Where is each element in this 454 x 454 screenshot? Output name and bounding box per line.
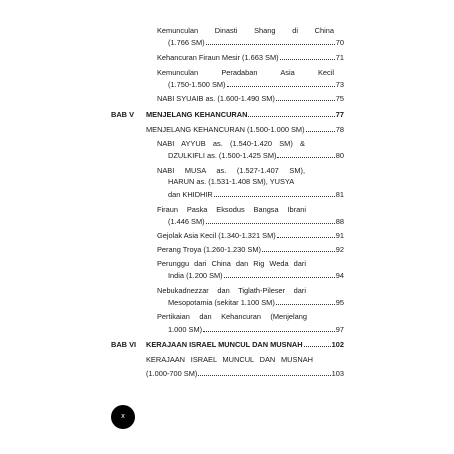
toc-entry-title: MENJELANG KEHANCURAN (1.500-1.000 SM) [146,125,305,134]
toc-page-number: 80 [335,151,344,160]
toc-entry [146,125,344,134]
toc-page-number: 91 [335,231,344,240]
toc-entry-title: Mesopotamia (sekitar 1.100 SM) [168,298,275,307]
toc-page-number: 103 [331,369,344,378]
toc-entry-title: 1.000 SM) [168,325,203,334]
dot-leader [227,80,335,87]
toc-page-number: 97 [335,325,344,334]
toc-page-number: 71 [335,53,344,62]
dot-leader [203,325,335,332]
toc-entry-line: Firaun Paska Eksodus Bangsa Ibrani [157,205,306,214]
toc-entry [168,38,344,47]
chapter-label: BAB V [111,110,134,119]
toc-page-number: 95 [335,298,344,307]
dot-leader [306,125,335,132]
dot-leader [206,38,335,45]
dot-leader [276,94,335,101]
toc-page-number: 78 [335,125,344,134]
toc-entry-title: Perang Troya (1.260-1.230 SM) [157,245,261,254]
toc-entry-line: NABI AYYUB as. (1.540-1.420 SM) & [157,139,305,148]
dot-leader [224,271,335,278]
toc-entry-title: Gejolak Asia Kecil (1.340-1.321 SM) [157,231,276,240]
dot-leader [206,217,335,224]
toc-entry-title: (1.446 SM) [168,217,205,226]
toc-entry-line: KERAJAAN ISRAEL MUNCUL DAN MUSNAH [146,355,313,364]
toc-entry-title: Kehancuran Firaun Mesir (1.663 SM) [157,53,279,62]
toc-page-number: 70 [335,38,344,47]
toc-entry-line: Kemunculan Peradaban Asia Kecil [157,68,334,77]
toc-page-number: 75 [335,94,344,103]
dot-leader [276,298,335,305]
toc-entry-line: Pertikaian dan Kehancuran (Menjelang [157,312,307,321]
toc-entry [146,369,344,378]
toc-entry [157,231,344,240]
toc-entry-line: Perunggu dari China dan Rig Weda dari [157,259,306,268]
toc-page-number: 92 [335,245,344,254]
dot-leader [277,231,335,238]
chapter-entry [146,340,344,349]
dot-leader [280,53,335,60]
dot-leader [277,151,334,158]
toc-entry [157,94,344,103]
page-number-badge: x [111,405,135,429]
chapter-entry [146,110,344,119]
chapter-title: KERAJAAN ISRAEL MUNCUL DAN MUSNAH [146,340,303,349]
toc-entry-line: Kemunculan Dinasti Shang di China [157,26,334,35]
toc-page-number: 94 [335,271,344,280]
toc-entry-line: HARUN as. (1.531-1.408 SM), YUSYA [168,177,295,186]
toc-page-number: 81 [335,190,344,199]
toc-entry-title: (1.766 SM) [168,38,205,47]
toc-entry [168,298,344,307]
toc-entry [168,190,344,199]
toc-entry [168,217,344,226]
toc-entry-title: DZULKIFLI as. (1.500-1.425 SM) [168,151,277,160]
dot-leader [214,190,335,197]
dot-leader [248,110,334,117]
chapter-title: MENJELANG KEHANCURAN [146,110,248,119]
toc-entry [168,325,344,334]
toc-entry-line: Nebukadnezzar dan Tiglath-Pileser dari [157,286,306,295]
toc-entry [168,271,344,280]
toc-entry-title: India (1.200 SM) [168,271,223,280]
toc-entry-line: NABI MUSA as. (1.527-1.407 SM), [157,166,305,175]
dot-leader [262,245,335,252]
chapter-label: BAB VI [111,340,137,349]
toc-entry [168,151,344,160]
toc-page-number: 73 [335,80,344,89]
toc-entry [157,53,344,62]
toc-page-number: 77 [335,110,344,119]
toc-entry [168,80,344,89]
toc-entry-title: NABI SYUAIB as. (1.600-1.490 SM) [157,94,275,103]
toc-entry-title: (1.000-700 SM) [146,369,198,378]
toc-page-number: 102 [331,340,344,349]
dot-leader [304,340,331,347]
dot-leader [198,369,330,376]
toc-page-number: 88 [335,217,344,226]
toc-entry-title: (1.750-1.500 SM) [168,80,226,89]
toc-entry [157,245,344,254]
toc-entry-title: dan KHIDHIR [168,190,213,199]
